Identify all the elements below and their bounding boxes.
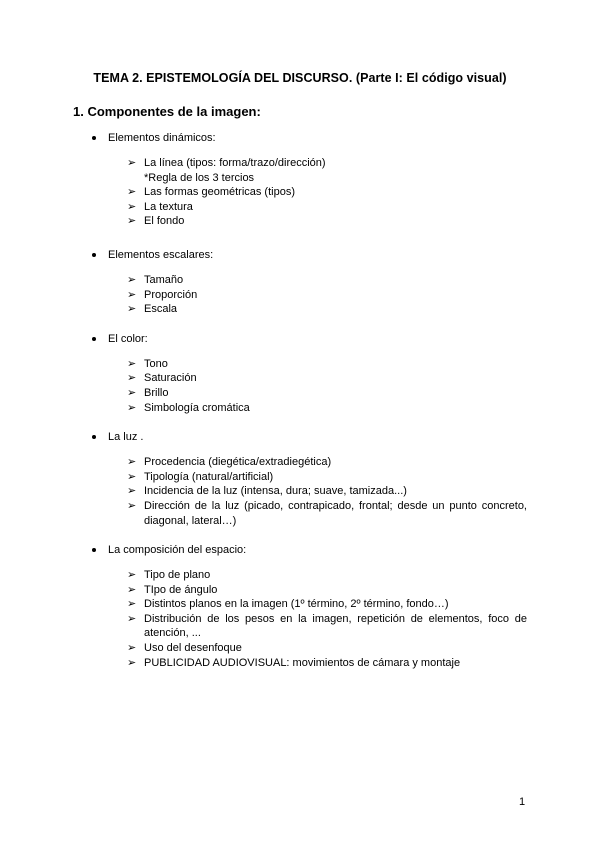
arrow-bullet-icon: ➢: [127, 569, 137, 582]
arrow-bullet-icon: ➢: [127, 157, 137, 169]
document-title: TEMA 2. EPISTEMOLOGÍA DEL DISCURSO. (Parte I: El código visual): [93, 71, 507, 85]
category-item: [0, 332, 600, 415]
subitem-text: Brillo: [144, 386, 169, 399]
arrow-bullet-icon: ➢: [127, 499, 137, 512]
section-heading: 1. Componentes de la imagen:: [73, 104, 261, 119]
subitem-text: Proporción: [144, 288, 198, 301]
arrow-bullet-icon: ➢: [127, 642, 137, 655]
arrow-bullet-icon: ➢: [127, 583, 137, 596]
subitem-text: Tono: [144, 357, 168, 370]
category-line: [0, 543, 600, 557]
arrow-bullet-icon: ➢: [127, 612, 137, 625]
subitem-text: PUBLICIDAD AUDIOVISUAL: movimientos de cámara y montaje: [144, 656, 461, 669]
arrow-bullet-icon: ➢: [127, 372, 137, 385]
subitem: [0, 401, 600, 416]
arrow-bullet-icon: ➢: [127, 303, 137, 316]
arrow-bullet-icon: ➢: [127, 598, 137, 611]
subitem-text: TIpo de ángulo: [144, 583, 218, 596]
arrow-bullet-icon: ➢: [127, 470, 137, 483]
subitem: [0, 371, 600, 386]
arrow-bullet-icon: ➢: [127, 485, 137, 498]
subitem-list: [0, 357, 600, 415]
category-line: [0, 332, 600, 346]
subitem: [0, 641, 600, 656]
subitem: [0, 214, 600, 229]
subitem: [0, 288, 600, 303]
subitem: [0, 156, 600, 185]
bullet-dot-icon: [92, 136, 96, 140]
arrow-bullet-icon: ➢: [127, 357, 137, 370]
subitem: [0, 470, 600, 485]
subitem: [0, 302, 600, 317]
subitem: [0, 656, 600, 671]
subitem-text: Simbología cromática: [144, 401, 250, 414]
category-line: [0, 430, 600, 444]
subitem-text: Tipo de plano: [144, 569, 211, 582]
category-item: [0, 543, 600, 670]
bullet-dot-icon: [92, 435, 96, 439]
subitem-text: Procedencia (diegética/extradiegética): [144, 456, 332, 469]
subitem: [0, 612, 600, 641]
arrow-bullet-icon: ➢: [127, 386, 137, 399]
category-label: Elementos escalares:: [108, 248, 214, 261]
bullet-dot-icon: [92, 337, 96, 341]
subitem-text: Tipología (natural/artificial): [144, 470, 274, 483]
subitem-list: [0, 455, 600, 528]
subitem-text: Distribución de los pesos en la imagen, repetición de elementos, foco de atención, ...: [144, 612, 527, 640]
subitem-text: Distintos planos en la imagen (1º término, 2º término, fondo…): [144, 598, 449, 611]
bullet-dot-icon: [92, 253, 96, 257]
subitem-text: Tamaño: [144, 273, 184, 286]
category-line: [0, 248, 600, 262]
subitem-text: La textura: [144, 200, 193, 213]
category-label: El color:: [108, 332, 148, 345]
arrow-bullet-icon: ➢: [127, 273, 137, 286]
subitem-text: Uso del desenfoque: [144, 642, 242, 655]
subitem: [0, 273, 600, 288]
bullet-dot-icon: [92, 548, 96, 552]
arrow-bullet-icon: ➢: [127, 215, 137, 228]
category-label: La luz .: [108, 431, 144, 444]
subitem-text: Dirección de la luz (picado, contrapicado, frontal; desde un punto concreto, diagonal, lateral…): [144, 499, 527, 527]
subitem-list: [0, 273, 600, 317]
category-item: [0, 430, 600, 528]
subitem: [0, 200, 600, 215]
subitem-list: [0, 568, 600, 670]
category-list: [0, 131, 600, 670]
category-item: [0, 131, 600, 229]
subitem-note: *Regla de los 3 tercios: [144, 171, 255, 184]
subitem-text: Saturación: [144, 372, 197, 385]
arrow-bullet-icon: ➢: [127, 401, 137, 414]
arrow-bullet-icon: ➢: [127, 288, 137, 301]
subitem: [0, 386, 600, 401]
subitem: [0, 583, 600, 598]
subitem: [0, 185, 600, 200]
category-label: La composición del espacio:: [108, 544, 247, 557]
category-line: [0, 131, 600, 145]
subitem: [0, 499, 600, 528]
subitem-text: La línea (tipos: forma/trazo/dirección): [144, 157, 326, 169]
subitem: [0, 484, 600, 499]
subitem: [0, 568, 600, 583]
category-label: Elementos dinámicos:: [108, 132, 216, 144]
category-item: [0, 248, 600, 317]
arrow-bullet-icon: ➢: [127, 656, 137, 669]
subitem-text: El fondo: [144, 215, 185, 228]
subitem-list: [0, 156, 600, 229]
arrow-bullet-icon: ➢: [127, 186, 137, 199]
subitem: [0, 455, 600, 470]
subitem: [0, 357, 600, 372]
arrow-bullet-icon: ➢: [127, 456, 137, 469]
arrow-bullet-icon: ➢: [127, 200, 137, 213]
subitem-text: Escala: [144, 303, 178, 316]
subitem-text: Incidencia de la luz (intensa, dura; suave, tamizada...): [144, 485, 407, 498]
page-number: 1: [519, 796, 526, 808]
subitem-text: Las formas geométricas (tipos): [144, 186, 295, 199]
subitem: [0, 597, 600, 612]
